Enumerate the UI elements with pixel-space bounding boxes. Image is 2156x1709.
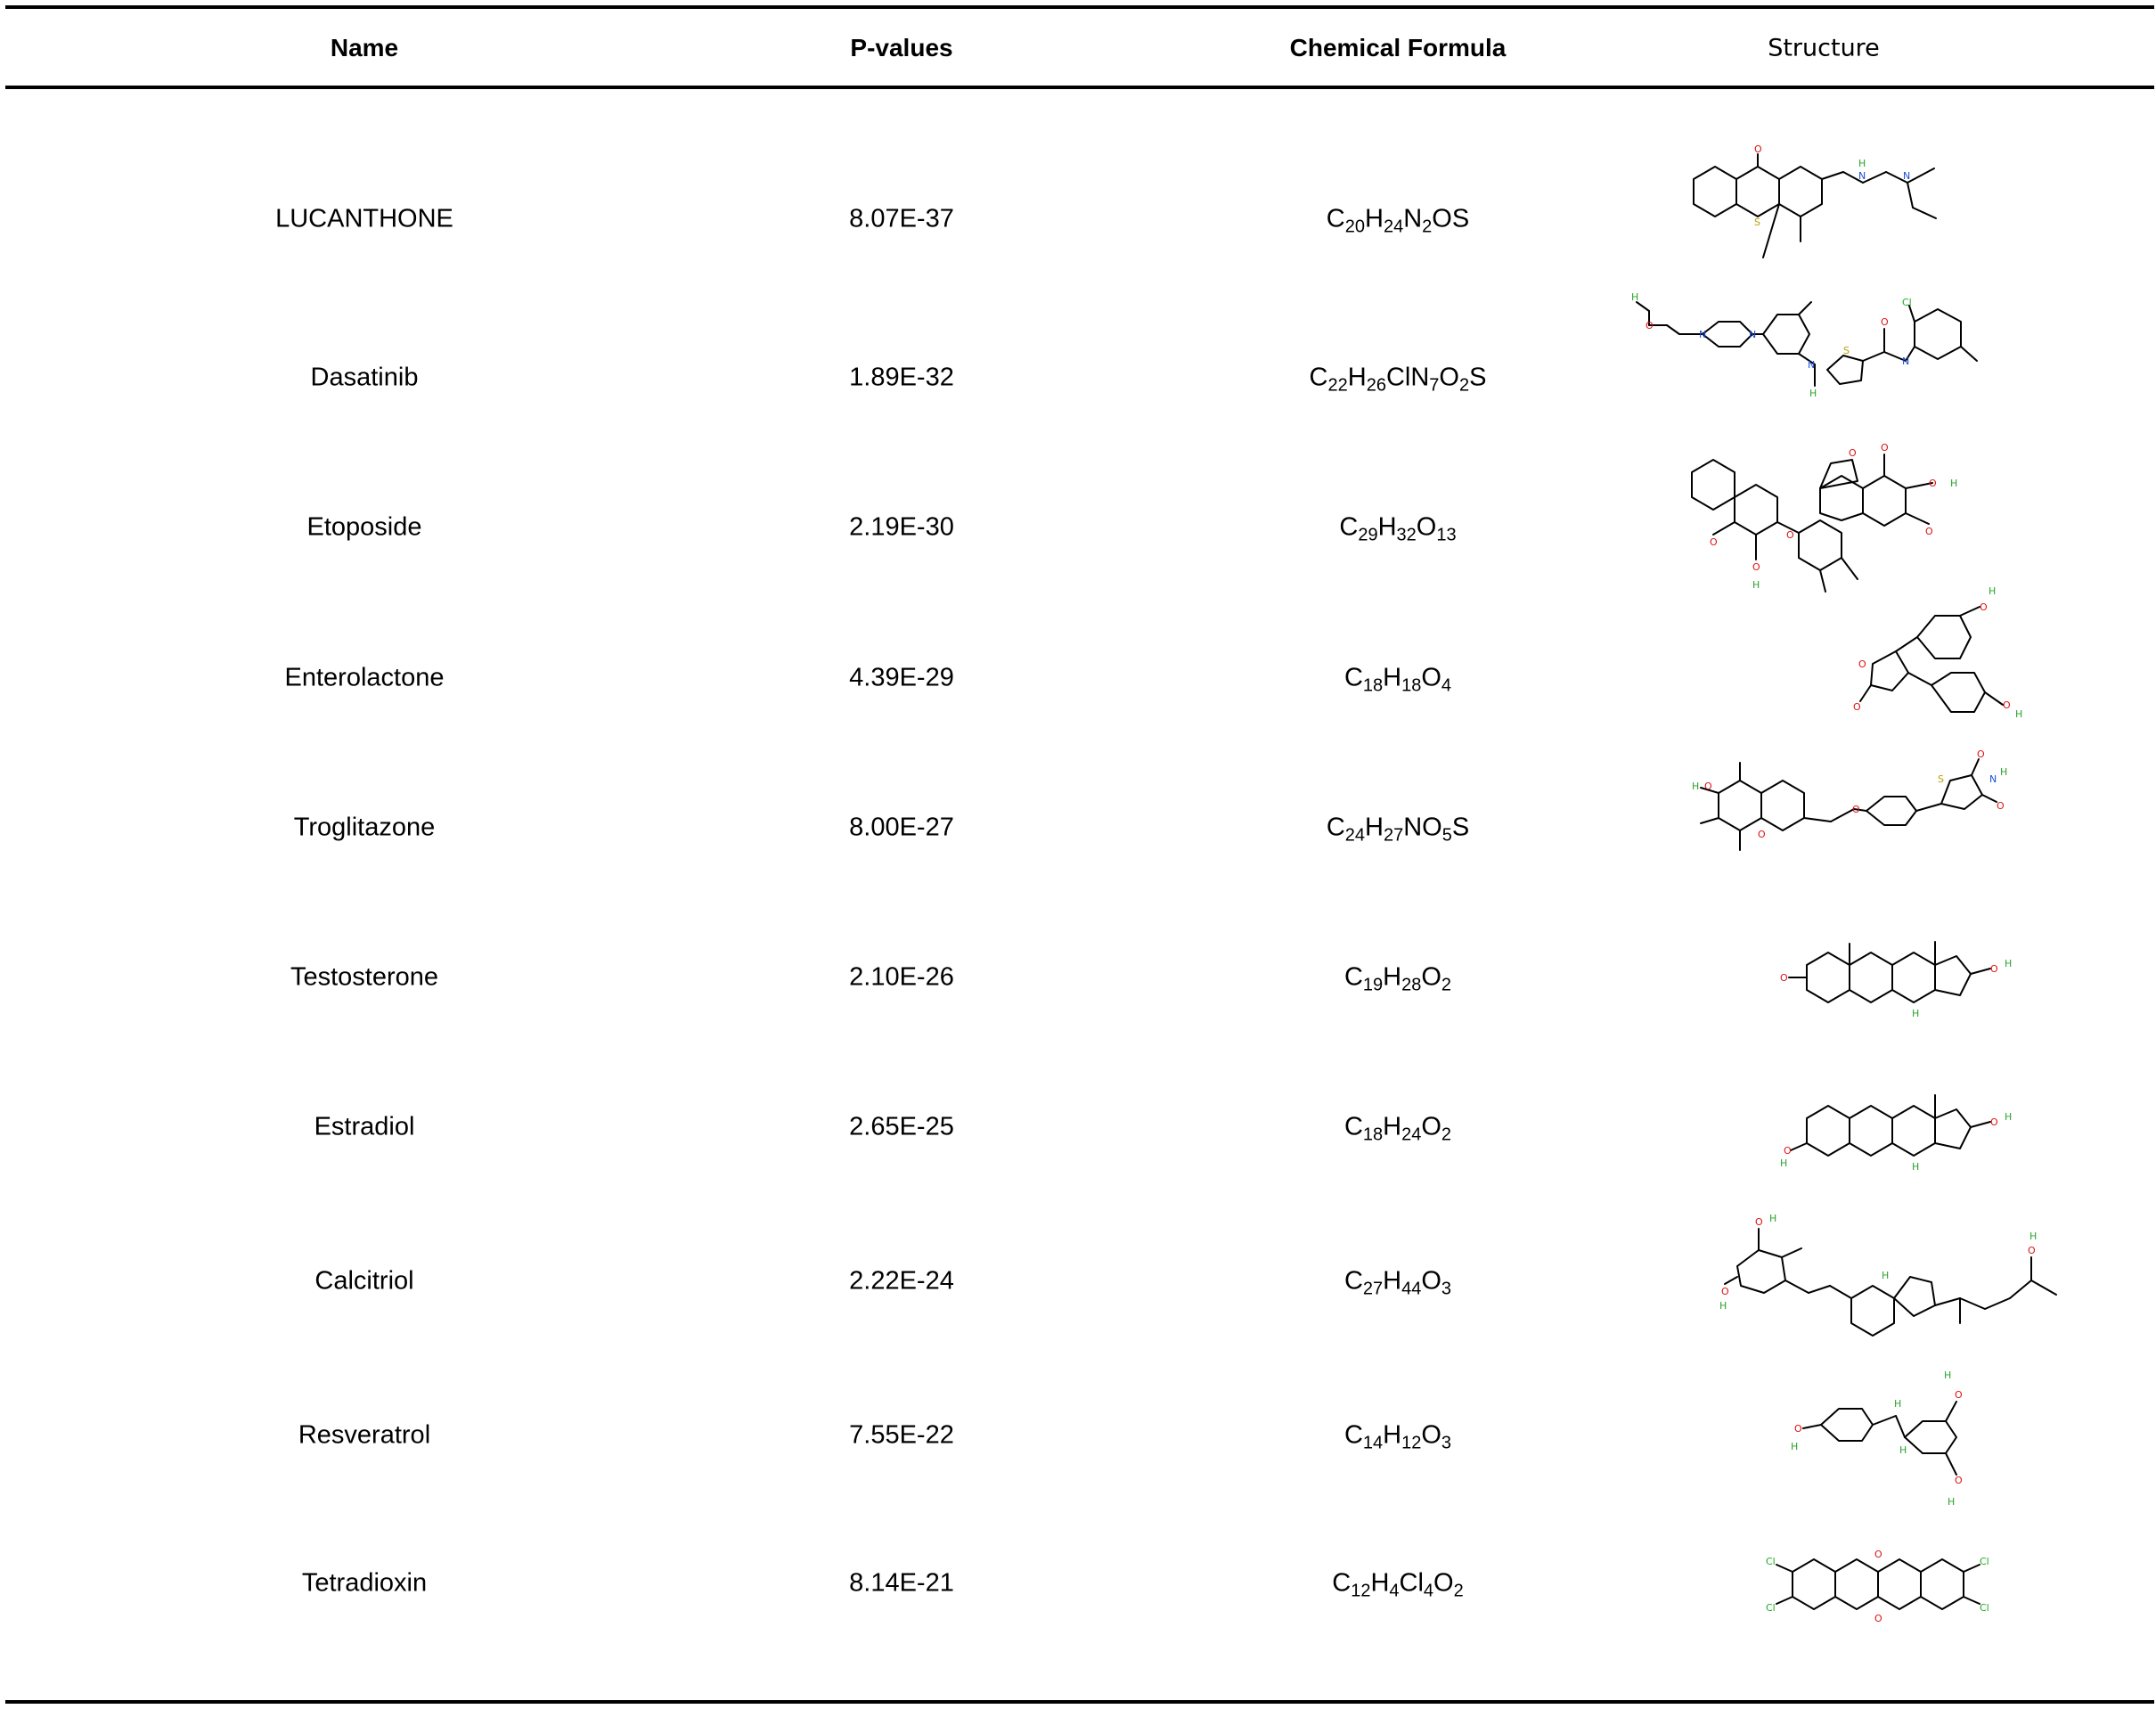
svg-text:O: O [1955,1389,1963,1401]
svg-text:O: O [1853,701,1861,713]
testosterone-structure-icon [1780,920,2047,1036]
svg-text:H: H [1791,1441,1799,1452]
header-chemical-formula: Chemical Formula [1289,34,1507,61]
svg-text:H: H [2005,1111,2013,1123]
svg-text:H: H [1912,1161,1920,1173]
formula-element: H [1377,512,1397,542]
compound-name: LUCANTHONE [275,204,453,233]
formula-element: H [1383,663,1402,692]
svg-text:H: H [1989,585,1997,597]
formula-count: 26 [1366,375,1386,396]
svg-text:O: O [1849,447,1857,459]
svg-text:H: H [1809,388,1817,399]
formula-count: 3 [1441,1279,1452,1299]
chemical-formula [1339,513,1456,543]
enterolactone-structure-icon [1846,584,2024,744]
tetradioxin-structure-icon [1766,1533,2015,1639]
chemical-formula [1326,204,1470,237]
chemical-formula [1343,1266,1452,1299]
formula-count: 18 [1362,675,1384,696]
formula-count: 14 [1362,1433,1384,1453]
p-value: 2.65E-25 [849,1112,954,1141]
svg-text:O: O [1874,1549,1882,1560]
svg-text:O: O [1997,800,2005,812]
svg-text:N: N [1808,359,1816,371]
svg-text:N: N [1749,329,1757,340]
svg-text:O: O [1955,1475,1963,1486]
svg-text:O: O [1758,829,1766,840]
formula-element: S [1451,204,1470,233]
svg-text:Cl: Cl [1766,1602,1776,1614]
formula-count: 4 [1423,1581,1434,1601]
formula-element: C [1326,204,1345,233]
svg-text:O: O [1754,143,1762,155]
formula-element: H [1383,1420,1402,1450]
formula-count: 4 [1389,1581,1400,1601]
formula-count: 18 [1401,675,1422,696]
svg-text:Cl: Cl [1902,297,1912,308]
svg-text:O: O [1874,1613,1882,1624]
svg-text:H: H [1899,1444,1907,1456]
troglitazone-structure-icon [1692,748,2057,891]
formula-count: 32 [1396,525,1417,545]
formula-count: 12 [1351,1581,1371,1601]
chemical-formula [1344,963,1451,993]
formula-count: 5 [1441,825,1452,846]
formula-count: 2 [1422,217,1433,237]
formula-element: H [1383,962,1402,992]
svg-text:Cl: Cl [1980,1602,1989,1614]
compound-name: Calcitriol [314,1266,414,1296]
formula-count: 12 [1401,1433,1422,1453]
formula-count: 3 [1441,1433,1452,1453]
svg-text:H: H [2005,958,2013,969]
formula-count: 2 [1453,1581,1464,1601]
chemical-formula [1343,1112,1452,1145]
svg-text:H: H [1858,158,1866,169]
svg-text:H: H [1882,1270,1890,1281]
p-value: 2.10E-26 [849,962,954,992]
svg-text:N: N [1902,356,1910,367]
svg-text:O: O [1990,963,1998,975]
formula-count: 4 [1441,675,1452,696]
compound-name: Estradiol [314,1112,415,1141]
dasatinib-structure-icon [1629,293,2004,427]
formula-element: S [1469,363,1487,392]
formula-count: 13 [1436,525,1457,545]
svg-text:O: O [1977,748,1985,760]
chemical-formula [1343,663,1452,696]
svg-text:O: O [1710,536,1718,548]
svg-text:Cl: Cl [1766,1556,1776,1567]
svg-text:H: H [1631,291,1639,303]
svg-text:O: O [2028,1245,2036,1256]
formula-element: Cl [1399,1568,1424,1598]
formula-element: C [1326,813,1345,842]
formula-count: 28 [1401,975,1422,995]
lucanthone-structure-icon [1676,143,1970,286]
formula-count: 24 [1344,825,1366,846]
svg-text:H: H [1950,478,1958,489]
formula-count: 7 [1429,375,1440,396]
formula-element: C [1309,363,1328,392]
p-value: 4.39E-29 [849,663,954,692]
formula-count: 27 [1383,825,1404,846]
formula-count: 22 [1327,375,1348,396]
formula-count: 20 [1344,217,1366,237]
svg-text:N: N [1699,329,1707,340]
formula-element: C [1339,512,1359,542]
header-pvalues: P-values [850,34,953,61]
svg-text:O: O [1721,1286,1729,1297]
chemical-formula [1344,1421,1451,1451]
formula-count: 24 [1383,217,1404,237]
svg-text:S: S [1938,773,1944,785]
svg-text:O: O [1646,320,1654,331]
formula-count: 27 [1362,1279,1384,1299]
formula-element: H [1383,1112,1402,1141]
svg-text:O: O [1794,1423,1802,1435]
formula-element: C [1343,1112,1363,1141]
formula-element: S [1451,813,1470,842]
svg-text:H: H [1692,781,1700,792]
resveratrol-structure-icon [1787,1362,2019,1514]
chemical-formula [1332,1569,1463,1599]
p-value: 7.55E-22 [849,1420,954,1450]
formula-count: 2 [1458,375,1470,396]
formula-element: O [1421,1420,1441,1450]
table-top-rule [5,5,2154,9]
svg-text:Cl: Cl [1980,1556,1989,1567]
formula-element: N [1403,204,1423,233]
formula-element: O [1432,204,1452,233]
etoposide-structure-icon [1674,435,1995,595]
formula-element: ClN [1385,363,1430,392]
header-structure: Structure [1768,34,1880,62]
p-value: 2.22E-24 [849,1266,954,1296]
p-value: 8.07E-37 [849,204,954,233]
svg-text:H: H [2015,708,2023,720]
formula-element: O [1421,1112,1441,1141]
svg-text:H: H [2000,766,2008,778]
formula-element: H [1347,363,1367,392]
formula-element: C [1343,663,1363,692]
formula-count: 44 [1401,1279,1422,1299]
formula-element: O [1439,363,1459,392]
svg-text:O: O [1858,658,1866,670]
calcitriol-structure-icon [1719,1213,2067,1355]
svg-text:O: O [1786,529,1794,541]
chemical-formula [1326,813,1470,846]
compound-name: Enterolactone [284,663,445,692]
p-value: 1.89E-32 [849,363,954,392]
formula-element: NO [1403,813,1442,842]
svg-text:O: O [1881,316,1889,328]
formula-element: O [1421,962,1441,992]
svg-text:H: H [1912,1008,1920,1019]
formula-element: C [1343,1420,1363,1450]
svg-text:O: O [1784,1145,1792,1157]
compound-name: Tetradioxin [301,1568,428,1598]
formula-element: C [1332,1568,1352,1598]
svg-text:O: O [1852,804,1860,815]
formula-count: 18 [1362,1124,1384,1145]
compound-name: Dasatinib [310,363,419,392]
formula-element: C [1343,962,1363,992]
svg-text:H: H [1944,1370,1952,1381]
formula-count: 29 [1358,525,1378,545]
formula-element: O [1416,512,1437,542]
header-name: Name [330,34,399,61]
formula-element: H [1365,813,1384,842]
compound-name: Testosterone [290,962,439,992]
p-value: 2.19E-30 [849,512,954,542]
svg-text:O: O [2003,699,2011,711]
compound-name: Resveratrol [298,1420,431,1450]
formula-element: O [1421,1266,1441,1296]
formula-count: 2 [1441,1124,1452,1145]
svg-text:H: H [1719,1300,1727,1312]
svg-text:O: O [1881,442,1889,454]
chemical-formula [1309,363,1487,396]
p-value: 8.14E-21 [849,1568,954,1598]
svg-text:O: O [1925,526,1933,537]
formula-element: H [1365,204,1384,233]
estradiol-structure-icon [1780,1074,2047,1190]
svg-text:S: S [1843,345,1850,356]
svg-text:H: H [2029,1231,2038,1242]
compound-name: Troglitazone [293,813,436,842]
svg-text:O: O [1704,781,1712,792]
svg-text:O: O [1980,601,1988,613]
formula-count: 24 [1401,1124,1422,1145]
svg-text:H: H [1752,579,1760,591]
svg-text:O: O [1752,561,1760,573]
header-bottom-rule [5,86,2154,89]
svg-text:H: H [1780,1157,1788,1169]
formula-count: 2 [1441,975,1452,995]
svg-text:O: O [1990,1116,1998,1128]
formula-element: H [1370,1568,1390,1598]
svg-text:S: S [1754,217,1760,228]
svg-text:O: O [1929,478,1937,489]
svg-text:O: O [1755,1216,1763,1228]
svg-text:H: H [1769,1213,1777,1224]
formula-count: 19 [1362,975,1384,995]
formula-element: O [1421,663,1441,692]
svg-text:H: H [1894,1398,1902,1410]
formula-element: H [1383,1266,1402,1296]
formula-element: C [1343,1266,1363,1296]
svg-text:N: N [1989,773,1997,785]
table-bottom-rule [5,1700,2154,1704]
formula-element: O [1433,1568,1454,1598]
p-value: 8.00E-27 [849,813,954,842]
svg-text:O: O [1780,972,1788,984]
compound-name: Etoposide [306,512,422,542]
svg-text:N: N [1903,170,1911,182]
svg-text:N: N [1858,170,1866,182]
svg-text:H: H [1948,1496,1956,1508]
